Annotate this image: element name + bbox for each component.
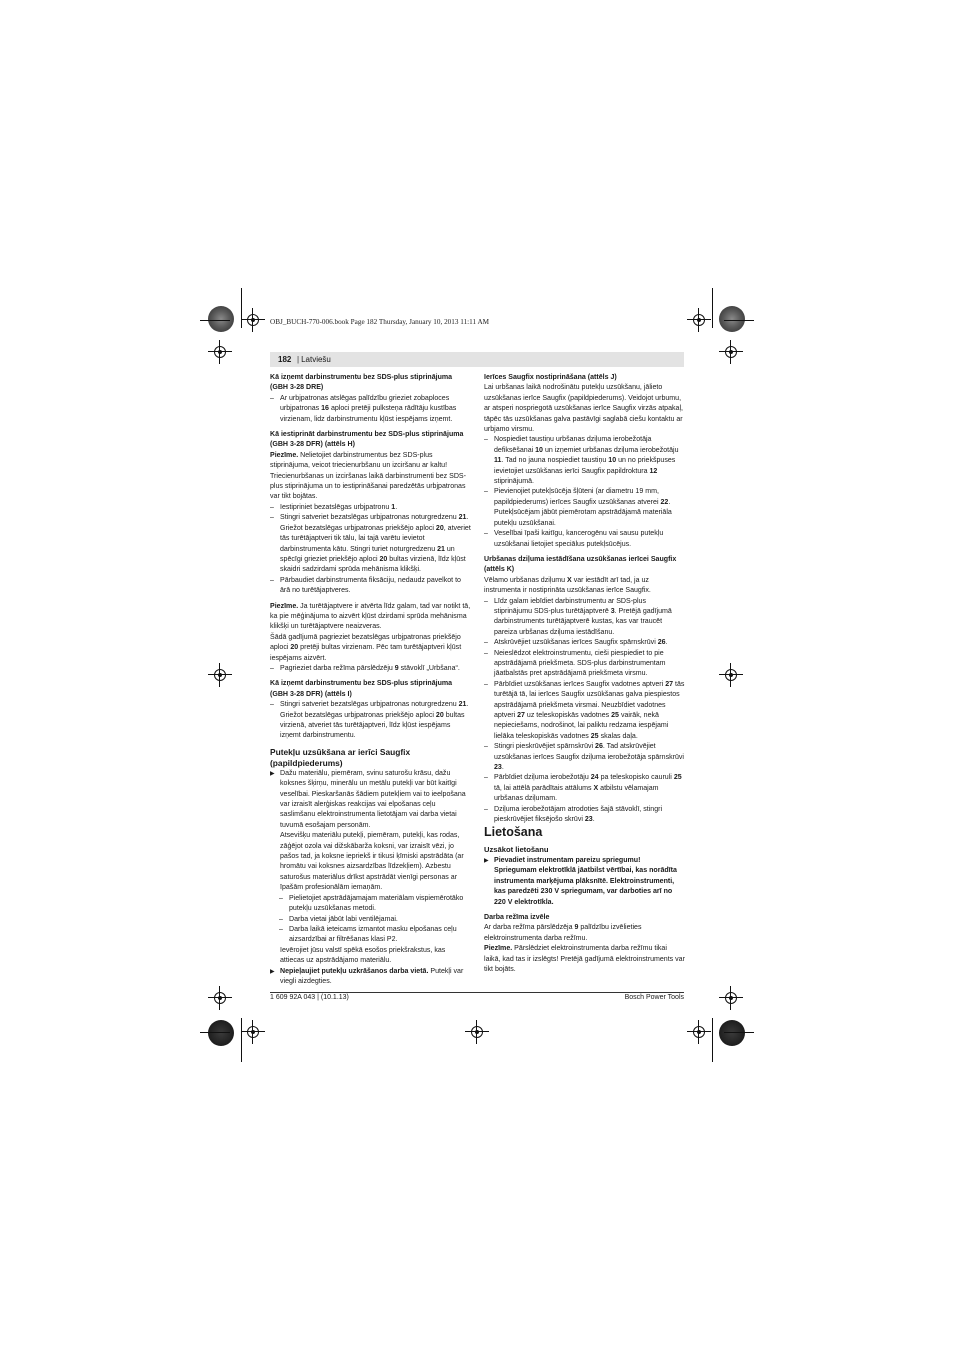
section-heading: Putekļu uzsūkšana ar ierīci Saugfix (papildpiederums): [270, 746, 411, 768]
list-item: – Iestipriniet bezatslēgas urbjpatronu 1.: [270, 503, 398, 511]
paragraph: Šādā gadījumā pagrieziet bezatslēgas urbjpatronas priekšējo aploci 20 pretēji bultas virzienam. Pēc tam turētājaptveri kļūst iespējams aizvērt.: [270, 633, 462, 662]
triangle-bullet-icon: ▶: [270, 968, 275, 975]
list-item: – Atskrūvējiet uzsūkšanas ierīces Saugfix spārnskrūvi 26.: [484, 639, 668, 647]
footer-rule: [270, 992, 684, 993]
list-item: – Pārbīdiet dziļuma ierobežotāju 24 pa teleskopisko cauruli 25 tā, lai attēlā parādītais attālums X atbilstu vēlamajam urbšanas dziļumam.: [484, 774, 682, 803]
crosshair-mark-icon: [241, 308, 265, 332]
paragraph: Vēlamo urbšanas dziļumu X var iestādīt arī tad, ja uz instrumenta ir nostiprināta uzsūkšanas ierīce Saugfix.: [484, 576, 651, 595]
crop-mark: [241, 288, 242, 328]
right-column: [484, 373, 685, 975]
registration-mark-icon: [719, 1020, 745, 1046]
crop-mark: [724, 320, 754, 321]
note: Piezīme. Ja turētājaptvere ir atvērta līdz galam, tad var notikt tā, ka pie mēģinājuma to aizvērt kļūst dzirdami sprūda mehānisma klikšķi un turētājaptvere neaizveras.: [270, 602, 471, 631]
list-item: – Ar urbjpatronas atslēgas palīdzību grieziet zobaploces urbjpatronas 16 aploci pretēji pulksteņa rādītāju kustības virzienam, lidz darbinstrumentu kļūst iespējams izņemt.: [270, 394, 457, 423]
crosshair-mark-icon: [687, 308, 711, 332]
list-item: – Pārbaudiet darbinstrumenta fiksāciju, nedaudz pavelkot to ārā no turētājaptveres.: [270, 576, 461, 595]
list-item: – Stingri pieskrūvējiet spārnskrūvi 26. Tad atskrūvējiet uzsūkšanas ierīces Saugfix dziļuma ierobežotāja spārnskrūvi 23.: [484, 743, 684, 772]
footer-doc-number: 1 609 92A 043 | (10.1.13): [270, 994, 349, 1001]
list-item: – Neieslēdzot elektroinstrumentu, cieši piespiediet to pie apstrādājamā priekšmeta. SDS-plus darbinstrumentam jāatbalstās pret apstrādājamā priekšmeta virsmu.: [484, 649, 666, 678]
list-item: – Nospiediet taustiņu urbšanas dziļuma ierobežotāja defiksēšanai 10 un izņemiet urbšanas dziļuma ierobežotāju 11. Tad no jauna nospiediet taustiņu 10 un no priekšpuses ievietojiet uzsūkšanas ierīci Saugfix papildroktura 12 stiprinājumā.: [484, 436, 679, 486]
list-item: – Dziļuma ierobežotājam atrodoties šajā stāvoklī, stingri pieskrūvējiet fiksējošo skrūvi 23.: [484, 805, 663, 824]
subheading: Darba režīma izvēle: [484, 913, 550, 921]
crop-mark: [200, 1032, 230, 1033]
list-item: – Pievienojiet putekļsūcēja šļūteni (ar diametru 19 mm, papildpiederums) ierīces Saugfix uzsūkšanas atverei 22. Putekļsūcējam jābūt piemērotam apstrādājamā materiāla putekļu uzsūkšanai.: [484, 488, 672, 527]
list-item: – Stingri satveriet bezatslēgas urbjpatronas noturgredzenu 21. Griežot bezatslēgas urbjpatronas priekšējo aploci 20 bultas virzienā, atveriet tās turētājaptveri, līdz kļūst iespējams izņemt darbinstrumentu.: [270, 701, 469, 740]
list-item: – Darba laikā ieteicams izmantot masku elpošanas ceļu aizsardzībai ar filtrēšanas klasi P2.: [279, 925, 457, 944]
crop-mark: [241, 1018, 242, 1062]
subheading: Kā izņemt darbinstrumentu bez SDS-plus stiprinājuma (GBH 3-28 DFR) (attēls I): [270, 680, 453, 698]
list-item: – Pielietojiet apstrādājamajam materiālam vispiemērotāko putekļu uzsūkšanas metodi.: [279, 894, 464, 913]
list-item: – Stingri satveriet bezatslēgas urbjpatronas noturgredzenu 21. Griežot bezatslēgas urbjpatronas priekšējo aploci 20, atveriet tās turētājaptveri tik tālu, lai tajā varētu ievietot darbinstrumenta kātu. Stingri turiet noturgredzenu 21 un spēcīgi grieziet priekšējo aploci 20 bultas virzienā, līdz kļūst skaidri sadzirdami sprūda mehānisma klikšķi.: [270, 514, 471, 574]
list-item: – Darba vietai jābūt labi ventilējamai.: [279, 915, 398, 923]
crop-mark: [200, 320, 230, 321]
crosshair-mark-icon: [465, 1020, 489, 1044]
list-item: – Līdz galam iebīdiet darbinstrumentu ar SDS-plus stiprinājumu SDS-plus turētājaptverē 3. Pretējā gadījumā darbinstruments turētājaptverē kustas, kas var traucēt pareiza urbšanas dziļuma iestādīšanu.: [484, 597, 672, 636]
note: Piezīme. Nelietojiet darbinstrumentus bez SDS-plus stiprinājuma, veicot triecienurbšanu un izciršanu ar kaltu! Triecienurbšanas un izciršanas laikā darbinstrumenti bez SDS-plus stiprinājuma un to iestiprināšanai paredzētās urbjpatronas var tikt bojātas.: [270, 451, 466, 501]
registration-mark-icon: [719, 306, 745, 332]
section-title: Lietošana: [484, 825, 543, 840]
crosshair-mark-icon: [719, 663, 743, 687]
list-item: – Pārbīdiet uzsūkšanas ierīces Saugfix vadotnes aptveri 27 tās turētājā tā, lai ierīces Saugfix uzsūkšanas galva piespiestos apstrādājamā priekšmeta virsmai. Neuzbīdiet vadotnes aptveri 27 uz teleskopiskās vadotnes 25 vairāk, nekā nepieciešams, nodrošinot, lai paliktu redzama iespējami lielāka teleskopiskās vadotnes 25 skalas daļa.: [484, 680, 685, 740]
left-column: [270, 373, 471, 987]
crosshair-mark-icon: [208, 986, 232, 1010]
page-number: 182: [278, 355, 292, 364]
paragraph: Ar darba režīma pārslēdzēja 9 palīdzību izvēlieties elektroinstrumenta darba režīmu.: [484, 924, 642, 942]
subheading: Urbšanas dziļuma iestādīšana uzsūkšanas ierīcei Saugfix (attēls K): [484, 555, 677, 574]
warning-item: ▶ Nepieļaujiet putekļu uzkrāšanos darba vietā. Putekļi var viegli aizdegties.: [270, 967, 471, 988]
crop-mark: [712, 1018, 713, 1062]
triangle-bullet-icon: ▶: [270, 770, 275, 777]
paragraph: Lai urbšanas laikā nodrošinātu putekļu uzsūkšanu, jālieto uzsūkšanas ierīce Saugfix (papildpiederums). Veidojot urbumu, ar atsperi nospriegotā uzsūkšanas ierīce Saugfix virzās atpakaļ, tāpēc tās uzsūkšanas galva pastāvīgi saglabā ciešu kontaktu ar urbjamo virsmu.: [484, 384, 683, 434]
warning-item: ▶ Pievadiet instrumentam pareizu spriegumu! Spriegumam elektrotīklā jāatbilst vērtībai, kas norādīta instrumenta marķējuma plāksnītē. Elektroinstrumenti, kas paredzēti 230 V spriegumam, var darboties arī no 220 V elektrotīkla.: [484, 856, 685, 908]
warning-item: ▶ Dažu materiālu, piemēram, svinu saturošu krāsu, dažu koksnes šķirņu, minerālu un metālu putekļi var būt kaitīgi veselībai. Pieskaršanās šādiem putekļiem vai to ieelpošana var izraisīt alerģiskas reakcijas vai elpošanas ceļu saslimšanu elektroinstrumenta lietotājam vai darba vietai tuvumā esošajam personām. Atsevišķu materiālu putekļi, piemēram, putekļi, kas rodas, zāģējot ozola vai dižskābarža koksni, var izraisīt vēzi, jo pašos tad, ja koksne iepriekš ir tikusi ķīmiski apstrādāta (ar hromātu vai koksnes aizsardzības līdzekļiem). Azbestu saturošus materiālus drīkst apstrādāt vienīgi personas ar īpašām profesionālām iemaņām.: [270, 769, 471, 894]
footer-brand: Bosch Power Tools: [624, 994, 684, 1001]
crosshair-mark-icon: [719, 986, 743, 1010]
triangle-bullet-icon: ▶: [484, 857, 489, 864]
subheading: Kā izņemt darbinstrumentu bez SDS-plus stiprinājuma (GBH 3-28 DRE): [270, 374, 453, 392]
list-item: – Veselībai īpaši kaitīgu, kancerogēnu vai sausu putekļu uzsūkšanai lietojiet speciālus putekļsūcējus.: [484, 530, 664, 548]
crop-mark: [724, 1032, 754, 1033]
page-header: [270, 352, 684, 367]
page-language: | Latviešu: [297, 355, 331, 364]
crosshair-mark-icon: [241, 1020, 265, 1044]
crosshair-mark-icon: [719, 340, 743, 364]
crosshair-mark-icon: [208, 340, 232, 364]
list-item: – Pagrieziet darba režīma pārslēdzēju 9 stāvoklī „Urbšana“.: [270, 664, 460, 672]
subheading: Kā iestiprināt darbinstrumentu bez SDS-plus stiprinājuma (GBH 3-28 DFR) (attēls H): [270, 431, 464, 449]
crosshair-mark-icon: [208, 663, 232, 687]
subheading: Uzsākot lietošanu: [484, 845, 549, 855]
paragraph: Ievērojiet jūsu valstī spēkā esošos priekšrakstus, kas attiecas uz apstrādājamo materiālu.: [280, 946, 446, 965]
crop-mark: [712, 288, 713, 328]
note: Piezīme. Pārslēdziet elektroinstrumenta darba režīmu tikai laikā, kad tas ir izslēgts! Pretējā gadījumā elektroinstruments var tikt bojāts.: [484, 945, 685, 973]
registration-mark-icon: [208, 1020, 234, 1046]
subheading: Ierīces Saugfix nostiprināšana (attēls J): [484, 374, 617, 381]
print-slug: OBJ_BUCH-770-006.book Page 182 Thursday, January 10, 2013 11:11 AM: [270, 318, 490, 326]
registration-mark-icon: [208, 306, 234, 332]
crosshair-mark-icon: [687, 1020, 711, 1044]
